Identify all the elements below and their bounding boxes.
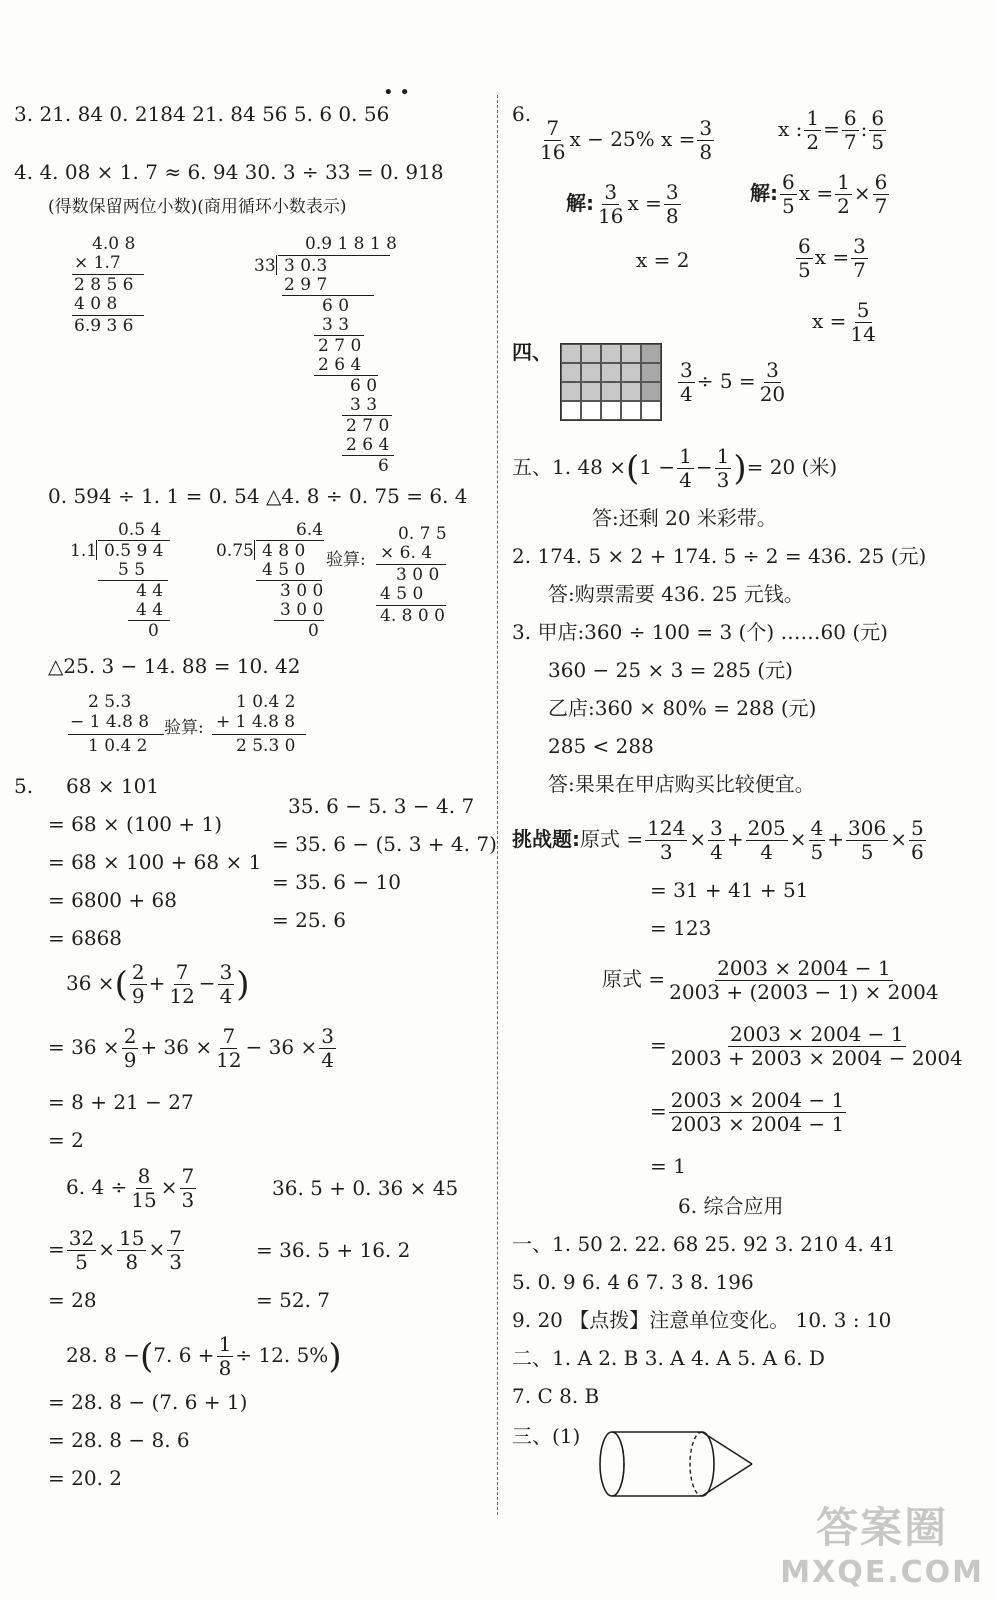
calc2-line1: 35. 6 − 5. 3 − 4. 7 bbox=[288, 794, 475, 818]
calc1-line2: = 68 × (100 + 1) bbox=[48, 812, 223, 836]
equation1: $\frac{7}{16}$ x − 25% x = $\frac{3}{8}$ bbox=[540, 116, 713, 164]
section-four-equation: $\frac{3}{4}$ ÷ 5 = $\frac{3}{20}$ bbox=[680, 358, 786, 406]
challenge-line3: = 123 bbox=[650, 916, 712, 940]
challenge2-result: = 1 bbox=[650, 1154, 686, 1178]
calc6-line2: = 28. 8 − (7. 6 + 1) bbox=[48, 1390, 248, 1414]
equation1-step1: 解: $\frac{3}{16}$ x = $\frac{3}{8}$ bbox=[566, 180, 679, 228]
calc5-line3: = 52. 7 bbox=[256, 1288, 331, 1312]
calc6-line3: = 28. 8 − 8. 6 bbox=[48, 1428, 190, 1452]
s6-line5: 7. C 8. B bbox=[512, 1384, 600, 1408]
section-title: 6. 综合应用 bbox=[678, 1194, 784, 1218]
q4-note: (得数保留两位小数)(商用循环小数表示) bbox=[48, 197, 347, 217]
calc1-line1: 68 × 101 bbox=[66, 774, 160, 798]
five-3-answer: 答:果果在甲店购买比较便宜。 bbox=[548, 772, 815, 796]
answer-page: 3. 21. 84 0. 2184 21. 84 56 5. 6 0. 56 • • 4. 4. 08 × 1. 7 ≈ 6. 94 30. 3 ÷ 33 = 0. 918 (得数保留两位小数)(商用循环小数表示) 4.0 8 × 1.7 2 8 5 6 4 0 8 6.9 3 6 0.9 1 8 1 8 33 3 0.3 2 9 7 6 0 3 3 2 7 0 2 6 4 6 0 3 3 2 7 0 2 6 4 6 0. 594 ÷ 1. 1 = 0. 54 △4. 8 ÷ 0. 75 = 6. 4 0.5 4 1.1 0.5 9 4 5 5 4 4 4 4 0 6.4 0.75 4 8 0 4 5 0 3 0 0 3 0 0 0 验算: 0. 7 5 × 6. 4 3 0 0 4 5 0 4. 8 0 0 △25. 3 − 14. 88 = 10. 42 2 5.3 − 1 4.8 8 1 0.4 2 验算: 1 0.4 2 + 1 4.8 8 2 5.3 0 5. 68 × 101 = 68 × (100 + 1) = 68 × 100 + 68 × 1 = 6800 + 68 = 6868 35. 6 − 5. 3 − 4. 7 = 35. 6 − (5. 3 + 4. 7) = 35. 6 − 10 = 25. 6 36 ×( $\frac{2}{9}$ + $\frac{7}{12}$ − $\frac{3}{4}$ ) = 36 × $\frac{2}{9}$ + 36 × $\frac{7}{12}$ − 36 × $\frac{3}{4}$ = 8 + 21 − 27 = 2 6. 4 ÷ $\frac{8}{15}$ × $\frac{7}{3}$ = $\frac{32}{5}$ × $\frac{15}{8}$ × $\frac{7}{3}$ = 28 36. 5 + 0. 36 × 45 = 36. 5 + 16. 2 = 52. 7 28. 8 −(7. 6 + $\frac{1}{8}$ ÷ 12. 5%) = 28. 8 − (7. 6 + 1) = 28. 8 − 8. 6 = 20. 2 6. $\frac{7}{16}$ x − 25% x = $\frac{3}{8}$ 解: $\frac{3}{16}$ x = $\frac{3}{8}$ x = 2 x : $\frac{1}{2}$ = $\frac{6}{7}$ : $\frac{6}{5}$ 解: $\frac{6}{5}$ x = $\frac{1}{2}$ × $\frac{6}{7}$ $\frac{6}{5}$ x = $\frac{3}{7}$ x = $\frac{5}{14}$ 四、 $\frac{3}{4}$ ÷ 5 = $\frac{3}{20}$ 五、1. 48 ×(1 − $\frac{1}{4}$ − $\frac{1}{3}$ )= 20 (米) 答:还剩 20 米彩带。 2. 174. 5 × 2 + 174. 5 ÷ 2 = 436. 25 (元) 答:购票需要 436. 25 元钱。 3. 甲店:360 ÷ 100 = 3 (个) ……60 (元) 360 − 25 × 3 = 285 (元) 乙店:360 × 80% = 288 (元) 285 < 288 答:果果在甲店购买比较便宜。 挑战题:原式 = $\frac{124}{3}$ × $\frac{3}{4}$ + $\frac{205}{4}$ × $\frac{4}{5}$ + $\frac{306}{5}$ × $\frac{5}{6}$ = 31 + 41 + 51 = 123 原式 = $\frac{2003 \times 2004 - 1}{2003 + (2003 - 1) \times 2004}$ = $\frac{2003 \times 2004 - 1}{2003 + 2003 \times 2004 - 2004}$ = $\frac{2003 \times 2004 - 1}{2003 \times 2004 - 1}$ = 1 6. 综合应用 一、1. 50 2. 22. 68 25. 92 3. 210 4. 41 5. 0. 9 6. 4 6 7. 3 8. 196 9. 20 【点拨】注意单位变化。 10. 3 : 10 二、1. A 2. B 3. A 4. A 5. A 6. D 7. C 8. B 三、(1) 答案圈 MXQE.COM bbox=[14, 82, 984, 1590]
five-3-line3: 乙店:360 × 80% = 288 (元) bbox=[548, 696, 817, 720]
calc2-line4: = 25. 6 bbox=[272, 908, 347, 932]
calc1-line4: = 6800 + 68 bbox=[48, 888, 177, 912]
calc4-line1: 6. 4 ÷ $\frac{8}{15}$ × $\frac{7}{3}$ bbox=[66, 1164, 195, 1212]
five-2: 2. 174. 5 × 2 + 174. 5 ÷ 2 = 436. 25 (元) bbox=[512, 544, 927, 568]
five-1-answer: 答:还剩 20 米彩带。 bbox=[592, 506, 777, 530]
equation2-step2: $\frac{6}{5}$ x = $\frac{3}{7}$ bbox=[798, 234, 866, 282]
calc3-line1: 36 ×( $\frac{2}{9}$ + $\frac{7}{12}$ − $\frac{3}{4}$ ) bbox=[66, 960, 250, 1008]
repeat-dots: • • bbox=[383, 82, 410, 103]
s6-line3: 9. 20 【点拨】注意单位变化。 10. 3 : 10 bbox=[512, 1308, 892, 1332]
calc1-line3: = 68 × 100 + 68 × 1 bbox=[48, 850, 262, 874]
watermark-logo: 答案圈 MXQE.COM bbox=[780, 1503, 984, 1590]
s6-line2: 5. 0. 9 6. 4 6 7. 3 8. 196 bbox=[512, 1270, 754, 1294]
calc2-line2: = 35. 6 − (5. 3 + 4. 7) bbox=[272, 832, 497, 856]
calc4-line2: = $\frac{32}{5}$ × $\frac{15}{8}$ × $\frac{7}{3}$ bbox=[48, 1226, 182, 1274]
challenge2-line2: = $\frac{2003 \times 2004 - 1}{2003 + 2003 \times 2004 - 2004}$ bbox=[650, 1022, 963, 1070]
s6-line4: 二、1. A 2. B 3. A 4. A 5. A 6. D bbox=[512, 1346, 825, 1370]
five-3-line2: 360 − 25 × 3 = 285 (元) bbox=[548, 658, 793, 682]
five-3-line4: 285 < 288 bbox=[548, 734, 654, 758]
calc3-line4: = 2 bbox=[48, 1128, 84, 1152]
q3-answers: 3. 21. 84 0. 2184 21. 84 56 5. 6 0. 56 bbox=[14, 102, 390, 126]
subtraction-line: △25. 3 − 14. 88 = 10. 42 bbox=[48, 654, 301, 678]
calc6-line1: 28. 8 −(7. 6 + $\frac{1}{8}$ ÷ 12. 5%) bbox=[66, 1332, 342, 1380]
section-four-label: 四、 bbox=[512, 340, 552, 364]
q4-division-line: 0. 594 ÷ 1. 1 = 0. 54 △4. 8 ÷ 0. 75 = 6. 4 bbox=[48, 484, 468, 508]
s6-line6: 三、(1) bbox=[512, 1424, 581, 1448]
column-divider bbox=[497, 95, 498, 1515]
q6-label: 6. bbox=[512, 102, 532, 126]
fraction-grid-figure bbox=[560, 343, 662, 421]
calc3-line3: = 8 + 21 − 27 bbox=[48, 1090, 194, 1114]
calc1-line5: = 6868 bbox=[48, 926, 123, 950]
equation2-step1: 解: $\frac{6}{5}$ x = $\frac{1}{2}$ × $\frac{6}{7}$ bbox=[750, 170, 888, 218]
q5-label: 5. bbox=[14, 774, 34, 798]
challenge-line1: 挑战题:原式 = $\frac{124}{3}$ × $\frac{3}{4}$ + $\frac{205}{4}$ × $\frac{4}{5}$ + $\frac{306}{5}$ × $\frac{5}{6}$ bbox=[512, 816, 924, 864]
five-2-answer: 答:购票需要 436. 25 元钱。 bbox=[548, 582, 804, 606]
challenge2-line3: = $\frac{2003 \times 2004 - 1}{2003 \times 2004 - 1}$ bbox=[650, 1088, 845, 1136]
challenge-line2: = 31 + 41 + 51 bbox=[650, 878, 809, 902]
calc2-line3: = 35. 6 − 10 bbox=[272, 870, 401, 894]
five-1: 五、1. 48 ×(1 − $\frac{1}{4}$ − $\frac{1}{3}$ )= 20 (米) bbox=[512, 444, 838, 492]
five-3-line1: 3. 甲店:360 ÷ 100 = 3 (个) ……60 (元) bbox=[512, 620, 888, 644]
calc3-line2: = 36 × $\frac{2}{9}$ + 36 × $\frac{7}{12}$ − 36 × $\frac{3}{4}$ bbox=[48, 1024, 334, 1072]
calc5-line2: = 36. 5 + 16. 2 bbox=[256, 1238, 411, 1262]
q4-line1: 4. 4. 08 × 1. 7 ≈ 6. 94 30. 3 ÷ 33 = 0. 918 bbox=[14, 160, 444, 184]
s6-line1: 一、1. 50 2. 22. 68 25. 92 3. 210 4. 41 bbox=[512, 1232, 896, 1256]
check-label-2: 验算: bbox=[164, 718, 204, 738]
calc4-line3: = 28 bbox=[48, 1288, 97, 1312]
challenge2-line1: 原式 = $\frac{2003 \times 2004 - 1}{2003 + (2003 - 1) \times 2004}$ bbox=[602, 956, 939, 1004]
calc6-line4: = 20. 2 bbox=[48, 1466, 123, 1490]
calc5-line1: 36. 5 + 0. 36 × 45 bbox=[272, 1176, 459, 1200]
equation1-result: x = 2 bbox=[636, 248, 690, 272]
equation2: x : $\frac{1}{2}$ = $\frac{6}{7}$ : $\frac{6}{5}$ bbox=[778, 106, 885, 154]
cylinder-cone-figure bbox=[596, 1418, 758, 1518]
equation2-result: x = $\frac{5}{14}$ bbox=[812, 298, 876, 346]
